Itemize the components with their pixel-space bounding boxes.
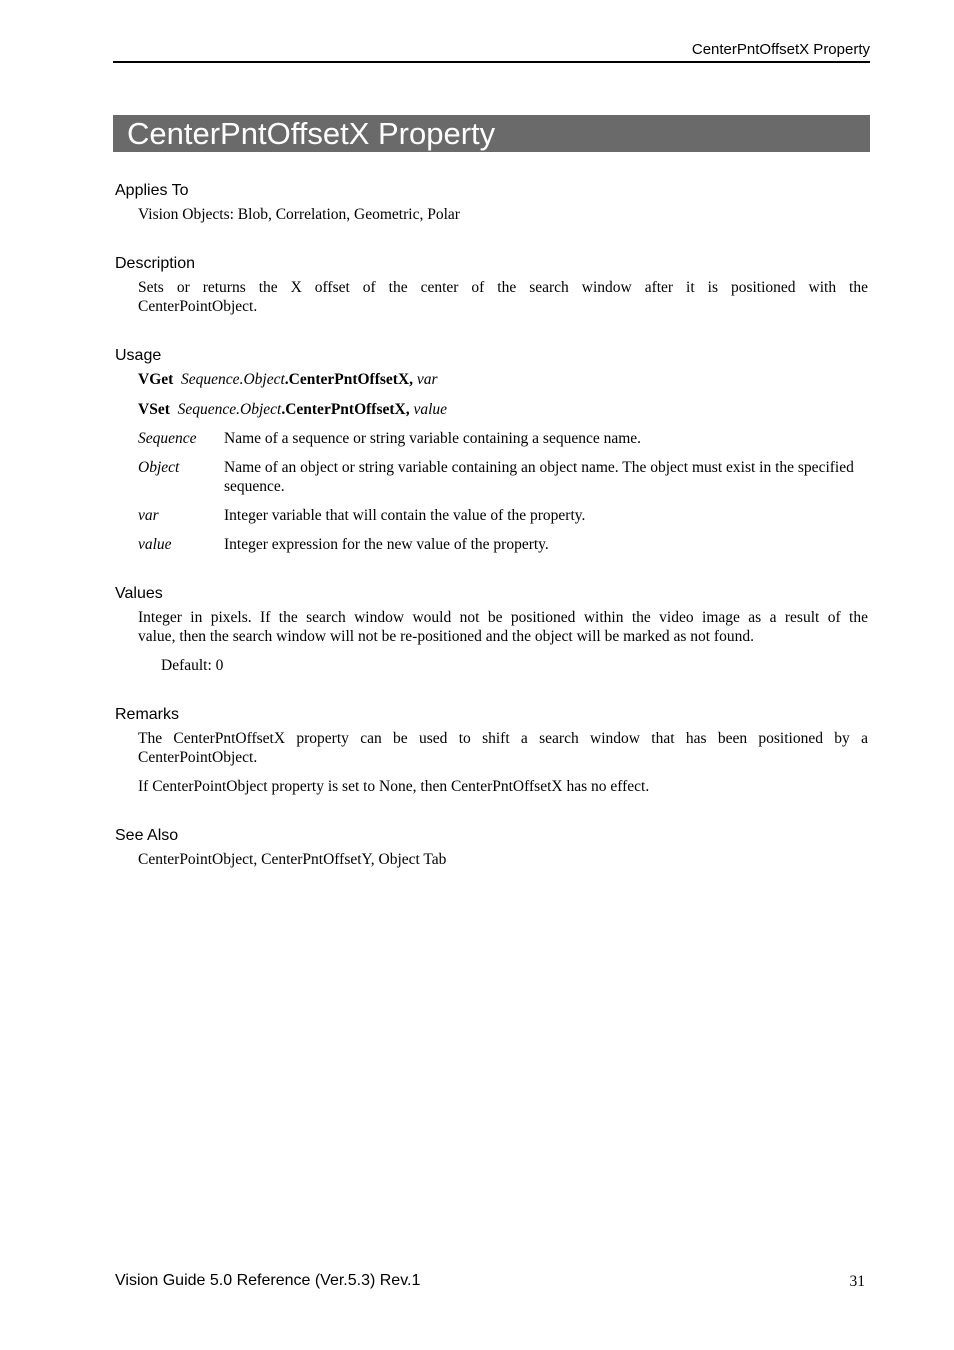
vset-arg: value	[413, 401, 448, 418]
page-title: CenterPntOffsetX Property	[127, 116, 496, 151]
remarks-line-2: CenterPointObject.	[138, 749, 258, 766]
remarks-line-1: The CenterPntOffsetX property can be used to shift a search window that has been positioned by a	[138, 730, 868, 747]
see-also-heading: See Also	[115, 827, 179, 844]
running-header: CenterPntOffsetX Property	[691, 41, 870, 58]
vset-seq-object: Sequence.Object	[177, 401, 282, 418]
remarks-paragraph-2: If CenterPointObject property is set to None, then CenterPntOffsetX has no effect.	[138, 778, 650, 795]
applies-to-text: Vision Objects: Blob, Correlation, Geometric, Polar	[138, 206, 460, 223]
param-desc-var: Integer variable that will contain the value of the property.	[224, 507, 586, 524]
vget-seq-object: Sequence.Object	[181, 371, 285, 388]
param-name-sequence: Sequence	[138, 430, 197, 447]
vget-property: .CenterPntOffsetX,	[284, 371, 414, 388]
vset-property: .CenterPntOffsetX,	[281, 401, 410, 418]
vget-keyword: VGet	[138, 371, 174, 388]
param-desc-value: Integer expression for the new value of the property.	[224, 536, 549, 553]
see-also-text: CenterPointObject, CenterPntOffsetY, Object Tab	[138, 851, 447, 868]
usage-vget-syntax	[138, 370, 438, 389]
param-desc-sequence: Name of a sequence or string variable containing a sequence name.	[224, 430, 642, 447]
param-desc-object: Name of an object or string variable containing an object name. The object must exist in the specified sequence.	[224, 459, 854, 495]
values-line-1: Integer in pixels. If the search window would not be positioned within the video image as a result of the	[138, 609, 868, 626]
description-line-2: CenterPointObject.	[138, 298, 258, 315]
header-rule	[113, 61, 870, 63]
title-bar	[113, 115, 870, 152]
description-heading: Description	[115, 255, 196, 272]
page-number: 31	[849, 1273, 865, 1290]
applies-to-heading: Applies To	[115, 182, 189, 199]
param-name-value: value	[138, 536, 172, 553]
param-name-var: var	[138, 507, 159, 524]
usage-vset-syntax	[138, 400, 447, 419]
vget-arg: var	[416, 371, 438, 388]
values-line-2: value, then the search window will not be re-positioned and the object will be marked as not found.	[138, 628, 754, 645]
values-default: Default: 0	[161, 657, 224, 674]
param-name-object: Object	[138, 459, 180, 476]
values-heading: Values	[115, 585, 163, 602]
footer-doc-title: Vision Guide 5.0 Reference (Ver.5.3) Rev.1	[115, 1272, 421, 1289]
description-line-1: Sets or returns the X offset of the center of the search window after it is positioned with the	[138, 279, 868, 296]
usage-heading: Usage	[115, 347, 162, 364]
remarks-heading: Remarks	[115, 706, 180, 723]
vset-keyword: VSet	[138, 401, 170, 418]
